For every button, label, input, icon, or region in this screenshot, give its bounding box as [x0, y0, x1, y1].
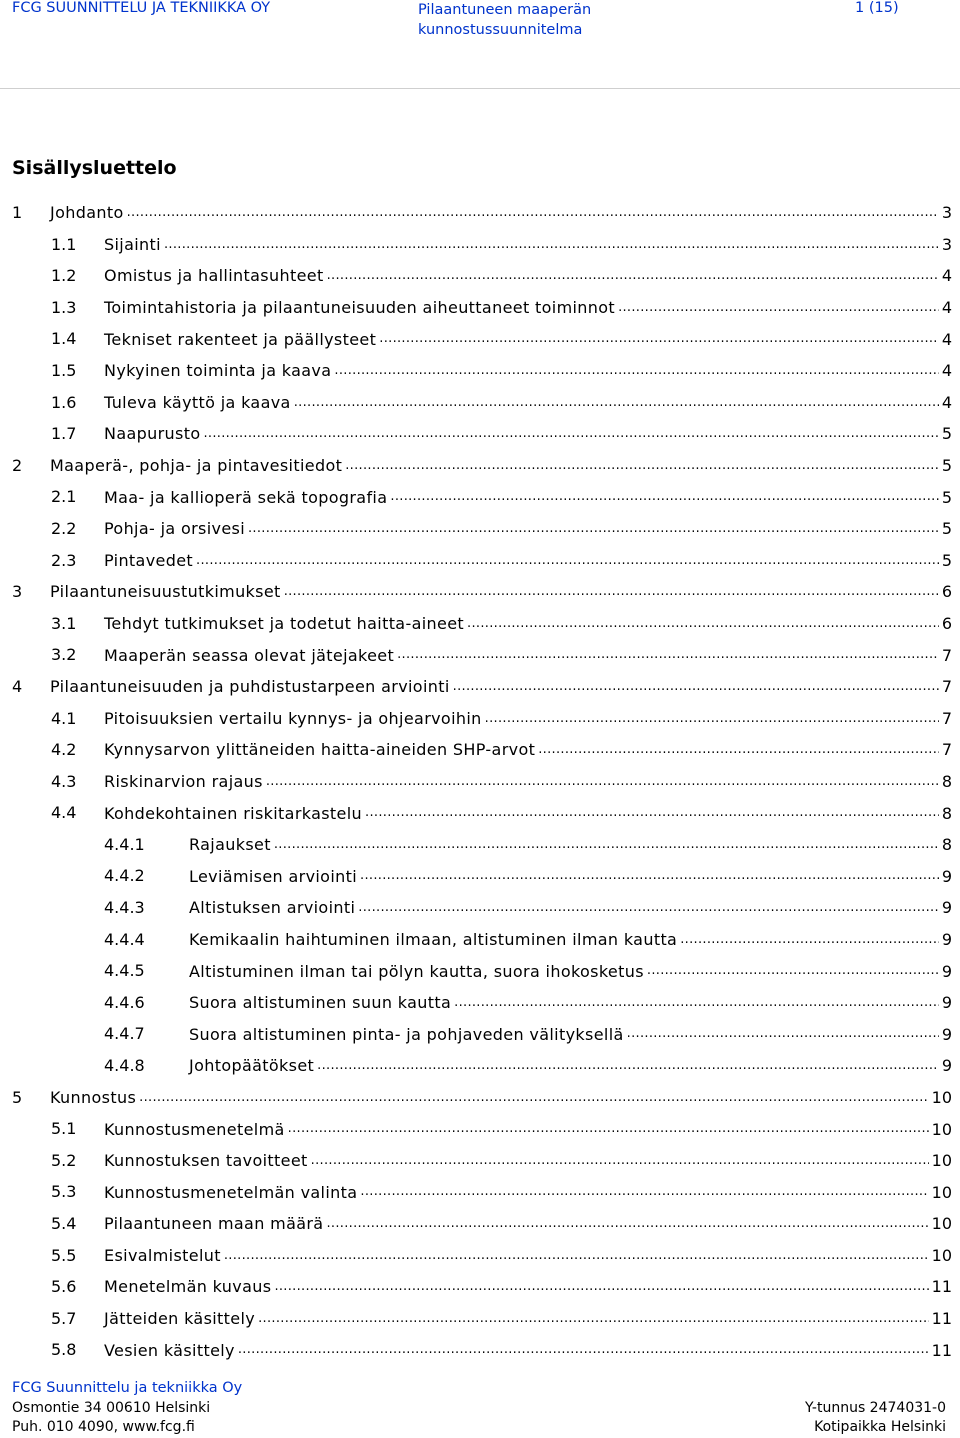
footer-contact: Puh. 010 4090, www.fcg.fi: [12, 1419, 195, 1435]
toc-entry-page-number: 3: [941, 234, 952, 254]
toc-entry-label: Leviämisen arviointi: [189, 866, 358, 886]
toc-entry-line: [104, 260, 952, 292]
toc-dot-leader: [204, 418, 939, 450]
toc-entry[interactable]: [0, 734, 960, 766]
toc-entry-label: Suora altistuminen suun kautta: [189, 993, 452, 1013]
toc-entry[interactable]: [0, 1334, 960, 1366]
toc-entry-line: [189, 860, 952, 892]
toc-entry-line: [104, 292, 952, 324]
toc-entry-line: [104, 1271, 952, 1303]
toc-entry-number: 3.1: [51, 613, 77, 633]
toc-entry-number: 4.2: [51, 740, 77, 760]
toc-dot-leader: [390, 481, 938, 513]
toc-entry-number: 5.4: [51, 1214, 77, 1233]
toc-entry-page-number: 4: [941, 298, 952, 318]
footer-business-id: Y-tunnus 2474031-0: [805, 1400, 946, 1416]
toc-entry-label: Pilaantuneisuuden ja puhdistustarpeen arviointi: [50, 677, 450, 697]
toc-entry-number: 1.2: [51, 266, 77, 286]
toc-entry[interactable]: [0, 355, 960, 387]
toc-entry[interactable]: [0, 1240, 960, 1272]
toc-entry-page-number: 7: [941, 740, 952, 760]
toc-entry-page-number: 7: [941, 708, 952, 728]
toc-dot-leader: [266, 766, 939, 798]
toc-dot-leader: [224, 1240, 929, 1272]
toc-entry-page-number: 5: [941, 487, 952, 507]
toc-entry-number: 4.4.1: [104, 834, 145, 854]
toc-entry-page-number: 3: [941, 203, 952, 223]
toc-entry-line: [189, 987, 952, 1019]
toc-entry-label: Johdanto: [50, 203, 124, 223]
toc-dot-leader: [627, 1018, 939, 1050]
toc-entry-page-number: 4: [941, 266, 952, 286]
toc-entry-number: 4.4.7: [104, 1024, 145, 1044]
toc-entry-line: [189, 1050, 952, 1082]
toc-entry-page-number: 9: [941, 898, 952, 918]
toc-dot-leader: [360, 860, 939, 892]
toc-entry-page-number: 5: [941, 550, 952, 570]
toc-entry[interactable]: [0, 829, 960, 861]
toc-entry-line: [104, 229, 952, 261]
toc-entry-line: [104, 734, 952, 766]
toc-entry[interactable]: [0, 450, 960, 482]
toc-entry[interactable]: [0, 766, 960, 798]
toc-entry-line: [189, 829, 952, 861]
toc-entry-number: 4.4.2: [104, 866, 145, 886]
toc-entry[interactable]: [0, 1050, 960, 1082]
toc-entry-label: Maaperä-, pohja- ja pintavesitiedot: [50, 456, 343, 476]
toc-entry-page-number: 8: [941, 771, 952, 791]
toc-entry-line: [104, 1113, 952, 1145]
toc-entry-number: 1.6: [51, 392, 77, 412]
toc-entry-label: Kunnostusmenetelmän valinta: [104, 1182, 358, 1202]
toc-entry-label: Pitoisuuksien vertailu kynnys- ja ohjearvoihin: [104, 708, 482, 728]
toc-dot-leader: [127, 197, 939, 229]
toc-entry-line: [104, 703, 952, 735]
toc-entry-page-number: 7: [941, 645, 952, 665]
toc-entry-page-number: 9: [941, 993, 952, 1013]
toc-dot-leader: [453, 671, 939, 703]
toc-entry-page-number: 11: [931, 1277, 952, 1297]
toc-entry-number: 1.4: [51, 329, 77, 349]
toc-entry-line: [189, 955, 952, 987]
toc-entry-label: Vesien käsittely: [104, 1340, 235, 1360]
toc-entry-label: Altistuksen arviointi: [189, 898, 356, 918]
toc-entry-label: Menetelmän kuvaus: [104, 1277, 272, 1297]
toc-entry[interactable]: [0, 1018, 960, 1050]
toc-dot-leader: [680, 924, 939, 956]
toc-entry-number: 5.2: [51, 1150, 77, 1170]
toc-entry-label: Kynnysarvon ylittäneiden haitta-aineiden SHP-arvot: [104, 740, 536, 760]
toc-entry-number: 2.2: [51, 518, 77, 538]
toc-entry[interactable]: [0, 1113, 960, 1145]
toc-entry-label: Rajaukset: [189, 835, 271, 855]
toc-entry-label: Maaperän seassa olevat jätejakeet: [104, 645, 395, 665]
page-footer: [0, 1380, 960, 1438]
toc-entry[interactable]: [0, 1271, 960, 1303]
toc-entry-line: [50, 576, 952, 608]
toc-dot-leader: [334, 355, 938, 387]
toc-entry[interactable]: [0, 197, 960, 229]
toc-entry-line: [189, 924, 952, 956]
header-page-indicator: 1 (15): [855, 0, 899, 16]
toc-entry-page-number: 10: [931, 1087, 952, 1107]
toc-dot-leader: [538, 734, 939, 766]
toc-entry-page-number: 6: [941, 582, 952, 602]
toc-dot-leader: [294, 387, 939, 419]
toc-entry-page-number: 9: [941, 1056, 952, 1076]
toc-entry[interactable]: [0, 481, 960, 513]
toc-entry-label: Sijainti: [104, 234, 161, 254]
toc-entry[interactable]: [0, 260, 960, 292]
toc-entry[interactable]: [0, 1145, 960, 1177]
page-header: [0, 0, 960, 90]
toc-entry-page-number: 10: [931, 1182, 952, 1202]
toc-entry[interactable]: [0, 639, 960, 671]
toc-entry-number: 1.1: [51, 234, 77, 254]
toc-entry[interactable]: [0, 1303, 960, 1335]
toc-entry-page-number: 9: [941, 961, 952, 981]
toc-entry-label: Pintavedet: [104, 550, 194, 570]
toc-entry[interactable]: [0, 1208, 960, 1240]
toc-entry-label: Pilaantuneen maan määrä: [104, 1214, 324, 1234]
toc-dot-leader: [618, 292, 939, 324]
toc-entry[interactable]: [0, 860, 960, 892]
toc-entry-label: Jätteiden käsittely: [104, 1309, 256, 1329]
toc-heading: Sisällysluettelo: [12, 157, 177, 179]
toc-dot-leader: [467, 608, 939, 640]
toc-entry-number: 5.5: [51, 1245, 77, 1265]
toc-entry-line: [50, 1082, 952, 1114]
toc-entry-page-number: 11: [931, 1340, 952, 1360]
toc-entry-label: Nykyinen toiminta ja kaava: [104, 361, 332, 381]
toc-entry-line: [104, 1303, 952, 1335]
toc-entry-line: [189, 1018, 952, 1050]
header-company-name: FCG SUUNNITTELU JA TEKNIIKKA OY: [12, 0, 271, 16]
toc-dot-leader: [311, 1145, 929, 1177]
toc-entry-number: 4.4.4: [104, 929, 145, 949]
toc-entry-number: 4.3: [51, 771, 77, 791]
toc-entry-line: [50, 671, 952, 703]
toc-entry-page-number: 5: [941, 424, 952, 444]
toc-entry-page-number: 9: [941, 929, 952, 949]
toc-entry-number: 4.4.8: [104, 1056, 145, 1076]
toc-entry[interactable]: [0, 576, 960, 608]
toc-dot-leader: [365, 797, 939, 829]
toc-dot-leader: [397, 639, 939, 671]
toc-entry[interactable]: [0, 608, 960, 640]
header-document-title: [418, 0, 591, 40]
toc-entry-number: 3: [12, 582, 23, 602]
toc-entry-page-number: 10: [931, 1245, 952, 1265]
toc-entry-number: 5.6: [51, 1277, 77, 1297]
toc-dot-leader: [485, 703, 939, 735]
toc-dot-leader: [196, 545, 939, 577]
toc-entry-line: [104, 418, 952, 450]
toc-entry[interactable]: [0, 955, 960, 987]
toc-entry[interactable]: [0, 387, 960, 419]
toc-entry-line: [104, 1145, 952, 1177]
toc-entry-page-number: 4: [941, 392, 952, 412]
toc-dot-leader: [326, 1208, 928, 1240]
table-of-contents: [0, 197, 960, 1366]
toc-dot-leader: [139, 1082, 928, 1114]
toc-entry-number: 1.3: [51, 297, 77, 317]
header-divider: [0, 88, 960, 89]
toc-dot-leader: [274, 1271, 928, 1303]
toc-entry-label: Kunnostusmenetelmä: [104, 1119, 285, 1139]
toc-entry-number: 5.3: [51, 1182, 77, 1202]
toc-entry-label: Suora altistuminen pinta- ja pohjaveden välityksellä: [189, 1024, 624, 1044]
toc-entry-label: Esivalmistelut: [104, 1245, 221, 1265]
toc-entry-page-number: 7: [941, 677, 952, 697]
toc-dot-leader: [358, 892, 939, 924]
toc-entry-label: Pilaantuneisuustutkimukset: [50, 582, 281, 602]
toc-dot-leader: [274, 829, 939, 861]
header-title-line-1: Pilaantuneen maaperän: [418, 2, 592, 18]
toc-entry-label: Kunnostus: [50, 1087, 137, 1107]
toc-entry-label: Kohdekohtainen riskitarkastelu: [104, 803, 363, 823]
toc-entry-page-number: 9: [941, 1024, 952, 1044]
toc-entry-line: [104, 1240, 952, 1272]
toc-entry-label: Tuleva käyttö ja kaava: [104, 392, 291, 412]
toc-entry-page-number: 10: [931, 1119, 952, 1139]
toc-entry[interactable]: [0, 892, 960, 924]
toc-entry-number: 4.4.6: [104, 992, 145, 1012]
toc-entry-line: [104, 355, 952, 387]
toc-entry-number: 4.4: [51, 803, 77, 823]
toc-entry-number: 2: [12, 455, 23, 475]
toc-entry[interactable]: [0, 513, 960, 545]
toc-entry-label: Altistuminen ilman tai pölyn kautta, suora ihokosketus: [189, 961, 644, 981]
toc-entry-number: 1: [12, 203, 23, 222]
toc-entry-number: 5.7: [51, 1308, 77, 1328]
toc-entry-line: [50, 197, 952, 229]
toc-entry[interactable]: [0, 545, 960, 577]
toc-entry-number: 2.1: [51, 487, 77, 507]
toc-dot-leader: [238, 1334, 929, 1366]
toc-entry-label: Naapurusto: [104, 424, 201, 444]
toc-entry-line: [104, 1208, 952, 1240]
toc-entry-label: Maa- ja kallioperä sekä topografia: [104, 487, 388, 507]
toc-entry-number: 4.4.5: [104, 961, 145, 981]
toc-dot-leader: [317, 1050, 939, 1082]
toc-entry-number: 5.8: [51, 1340, 77, 1360]
toc-entry-label: Riskinarvion rajaus: [104, 771, 263, 791]
toc-entry-label: Toimintahistoria ja pilaantuneisuuden aiheuttaneet toiminnot: [104, 298, 616, 318]
toc-entry-number: 4: [12, 676, 23, 696]
toc-entry-label: Tekniset rakenteet ja päällysteet: [104, 329, 377, 349]
toc-entry[interactable]: [0, 418, 960, 450]
toc-entry-line: [50, 450, 952, 482]
toc-entry-line: [104, 545, 952, 577]
toc-dot-leader: [164, 229, 939, 261]
toc-entry-page-number: 11: [931, 1309, 952, 1329]
toc-entry-number: 1.5: [51, 360, 77, 380]
toc-entry-number: 4.4.3: [104, 898, 145, 918]
toc-entry-line: [104, 481, 952, 513]
toc-entry-line: [104, 639, 952, 671]
toc-entry[interactable]: [0, 703, 960, 735]
toc-dot-leader: [360, 1176, 928, 1208]
toc-dot-leader: [327, 260, 939, 292]
toc-entry[interactable]: [0, 229, 960, 261]
toc-entry-label: Pohja- ja orsivesi: [104, 519, 245, 539]
toc-entry-line: [104, 1334, 952, 1366]
toc-entry-page-number: 5: [941, 519, 952, 539]
toc-entry-label: Kemikaalin haihtuminen ilmaan, altistuminen ilman kautta: [189, 929, 678, 949]
toc-dot-leader: [379, 323, 939, 355]
toc-entry[interactable]: [0, 987, 960, 1019]
footer-company-name: FCG Suunnittelu ja tekniikka Oy: [12, 1380, 243, 1396]
toc-entry-line: [104, 513, 952, 545]
toc-entry-line: [104, 797, 952, 829]
toc-entry-page-number: 6: [941, 614, 952, 634]
toc-entry-line: [104, 323, 952, 355]
toc-entry-label: Kunnostuksen tavoitteet: [104, 1151, 308, 1171]
toc-entry-number: 5: [12, 1087, 23, 1107]
toc-dot-leader: [647, 955, 939, 987]
toc-entry-page-number: 9: [941, 866, 952, 886]
toc-entry[interactable]: [0, 671, 960, 703]
toc-entry-number: 4.1: [51, 708, 77, 728]
toc-dot-leader: [288, 1113, 929, 1145]
toc-entry-page-number: 4: [941, 361, 952, 381]
toc-entry-number: 1.7: [51, 424, 77, 444]
toc-entry-page-number: 8: [941, 835, 952, 855]
toc-dot-leader: [454, 987, 939, 1019]
footer-address: Osmontie 34 00610 Helsinki: [12, 1400, 211, 1416]
toc-entry-label: Johtopäätökset: [189, 1056, 315, 1076]
toc-entry-number: 5.1: [51, 1119, 77, 1139]
toc-entry-label: Tehdyt tutkimukset ja todetut haitta-aineet: [104, 614, 465, 634]
header-title-line-2: kunnostussuunnitelma: [418, 22, 583, 38]
toc-entry-label: Omistus ja hallintasuhteet: [104, 266, 324, 286]
toc-entry-page-number: 10: [931, 1214, 952, 1234]
toc-dot-leader: [258, 1303, 929, 1335]
toc-entry-line: [104, 608, 952, 640]
toc-entry-line: [104, 387, 952, 419]
toc-dot-leader: [248, 513, 939, 545]
toc-entry-page-number: 5: [941, 456, 952, 476]
toc-entry[interactable]: [0, 292, 960, 324]
footer-domicile: Kotipaikka Helsinki: [814, 1419, 946, 1435]
toc-entry[interactable]: [0, 924, 960, 956]
toc-entry-line: [189, 892, 952, 924]
toc-entry-line: [104, 766, 952, 798]
toc-entry-page-number: 8: [941, 803, 952, 823]
toc-dot-leader: [345, 450, 939, 482]
toc-dot-leader: [284, 576, 939, 608]
toc-entry-line: [104, 1176, 952, 1208]
toc-entry[interactable]: [0, 797, 960, 829]
toc-entry-number: 3.2: [51, 645, 77, 665]
toc-entry[interactable]: [0, 1176, 960, 1208]
toc-entry-page-number: 4: [941, 329, 952, 349]
toc-entry[interactable]: [0, 1082, 960, 1114]
toc-entry[interactable]: [0, 323, 960, 355]
toc-entry-number: 2.3: [51, 550, 77, 570]
toc-entry-page-number: 10: [931, 1151, 952, 1171]
